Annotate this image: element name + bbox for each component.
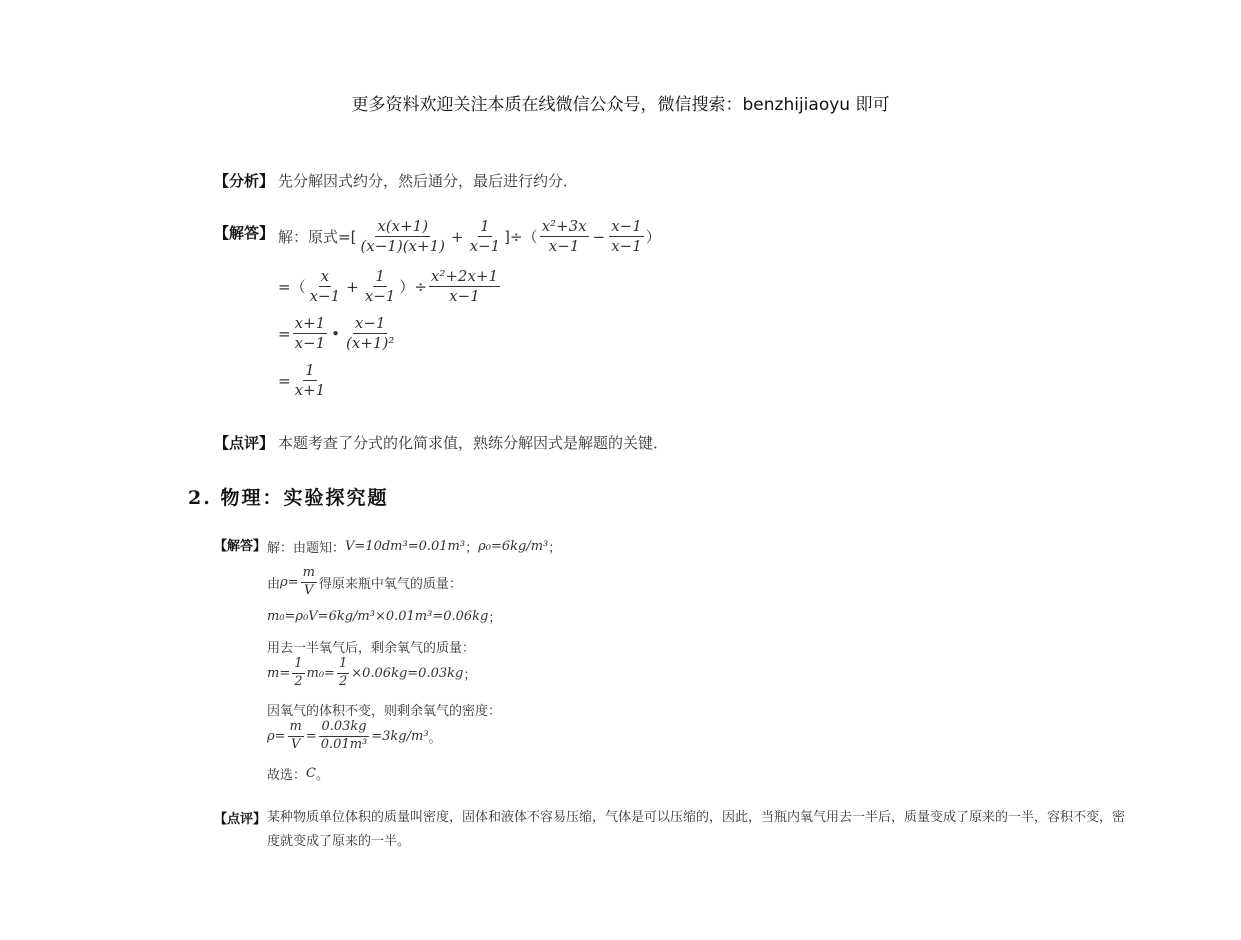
- operator: ）: [645, 228, 661, 247]
- denominator: V: [304, 582, 314, 598]
- fraction: [293, 362, 328, 400]
- physics-line-3: [267, 607, 501, 626]
- operator: •: [331, 324, 341, 343]
- analysis-tag: 【分析】: [214, 172, 275, 190]
- physics-line-4: 用去一半氧气后，剩余氧气的质量：: [267, 641, 476, 656]
- physics-line-7: [267, 720, 442, 753]
- solution-step-3: [278, 315, 398, 353]
- fraction: [292, 657, 304, 690]
- operator: ]÷（: [504, 228, 538, 247]
- formula: m₀=: [306, 665, 335, 681]
- section-title: 2. 物理：实验探究题: [188, 487, 389, 509]
- denominator: 2: [294, 673, 303, 689]
- fraction: [288, 720, 304, 753]
- denominator: x−1: [294, 334, 326, 353]
- operator: +: [450, 227, 464, 246]
- fraction: [609, 218, 644, 256]
- fraction: [358, 218, 447, 256]
- formula: ρ₀=6kg/m³: [478, 539, 549, 554]
- fraction: [301, 566, 317, 599]
- line-text: ；: [488, 611, 502, 626]
- physics-line-6: 因氧气的体积不变，则剩余氧气的密度：: [267, 704, 502, 719]
- numerator: 1: [373, 268, 387, 287]
- numerator: x−1: [609, 218, 644, 237]
- numerator: x²+2x+1: [429, 268, 500, 287]
- physics-line-1: [267, 537, 561, 556]
- answer-intro: 解：原式=[: [278, 228, 357, 247]
- denominator: (x−1)(x+1): [360, 237, 445, 256]
- numerator: x−1: [353, 315, 388, 334]
- operator: −: [592, 227, 606, 246]
- numerator: 1: [337, 657, 349, 674]
- line-text: ；: [465, 541, 479, 556]
- fraction: [363, 268, 398, 306]
- denominator: 2: [338, 673, 348, 689]
- line-text: 。: [315, 768, 329, 783]
- fraction: [429, 268, 500, 306]
- fraction: [468, 218, 503, 256]
- numerator: 1: [478, 218, 492, 237]
- physics-comment-tag: 【点评】: [214, 812, 267, 827]
- header-notice: 更多资料欢迎关注本质在线微信公众号，微信搜索：benzhijiaoyu 即可: [351, 95, 890, 115]
- fraction: [344, 315, 396, 353]
- line-text: 故选：: [267, 768, 307, 783]
- line-text: 。: [428, 730, 442, 746]
- numerator: x+1: [293, 315, 328, 334]
- line-text: 由: [267, 576, 281, 592]
- line-text: 得原来瓶中氧气的质量：: [318, 576, 462, 592]
- answer-choice: C: [306, 766, 316, 781]
- numerator: x(x+1): [375, 218, 430, 237]
- fraction: [319, 720, 369, 753]
- physics-line-2: [267, 566, 462, 599]
- numerator: x²+3x: [540, 218, 589, 237]
- numerator: 1: [303, 362, 317, 381]
- solution-step-4: [278, 362, 329, 400]
- numerator: m: [288, 720, 304, 737]
- solution-step-2: [278, 268, 502, 306]
- denominator: V: [291, 736, 301, 752]
- physics-comment-text: 某种物质单位体积的质量叫密度，固体和液体不容易压缩，气体是可以压缩的，因此，当瓶内氧气用去一半后，质量变成了原来的一半，容积不变，密度就变成了原来的一半。: [267, 810, 1126, 849]
- fraction: [540, 218, 589, 256]
- denominator: (x+1)²: [346, 334, 395, 353]
- fraction: [308, 268, 343, 306]
- denominator: x−1: [611, 237, 642, 256]
- formula: ×0.06kg=0.03kg: [351, 665, 464, 681]
- physics-line-5: [267, 657, 476, 690]
- formula: ρ=: [280, 574, 299, 590]
- denominator: x−1: [548, 237, 580, 256]
- formula: =3kg/m³: [371, 728, 429, 744]
- denominator: x−1: [309, 287, 341, 306]
- numerator: x: [319, 268, 331, 287]
- operator: ）÷: [399, 278, 427, 297]
- analysis-text: 先分解因式约分，然后通分，最后进行约分．: [278, 172, 579, 190]
- fraction: [293, 315, 328, 353]
- denominator: x−1: [364, 287, 396, 306]
- physics-answer-tag: 【解答】: [214, 539, 267, 554]
- operator: =: [278, 324, 291, 343]
- formula: =: [305, 728, 317, 744]
- operator: =: [278, 371, 291, 390]
- numerator: 0.03kg: [319, 720, 368, 737]
- formula: ρ=: [267, 728, 286, 744]
- line-text: ；: [463, 667, 477, 683]
- solution-step-1: [278, 218, 661, 256]
- denominator: x−1: [449, 287, 480, 306]
- fraction: [337, 657, 349, 690]
- numerator: m: [301, 566, 317, 583]
- denominator: 0.01m³: [320, 736, 368, 752]
- denominator: x−1: [469, 237, 501, 256]
- numerator: 1: [292, 657, 304, 674]
- comment-text: 本题考查了分式的化简求值，熟练分解因式是解题的关键．: [278, 434, 669, 452]
- line-text: 解：由题知：: [267, 541, 346, 556]
- denominator: x+1: [294, 381, 326, 400]
- operator: +: [346, 277, 359, 296]
- line-text: ；: [548, 541, 562, 556]
- answer-tag: 【解答】: [214, 224, 275, 242]
- comment-tag: 【点评】: [214, 434, 275, 452]
- formula: m=: [267, 665, 291, 681]
- formula: m₀=ρ₀V=6kg/m³×0.01m³=0.06kg: [267, 609, 489, 624]
- operator: =（: [278, 278, 306, 297]
- formula: V=10dm³=0.01m³: [345, 539, 466, 554]
- physics-line-8: [267, 764, 329, 783]
